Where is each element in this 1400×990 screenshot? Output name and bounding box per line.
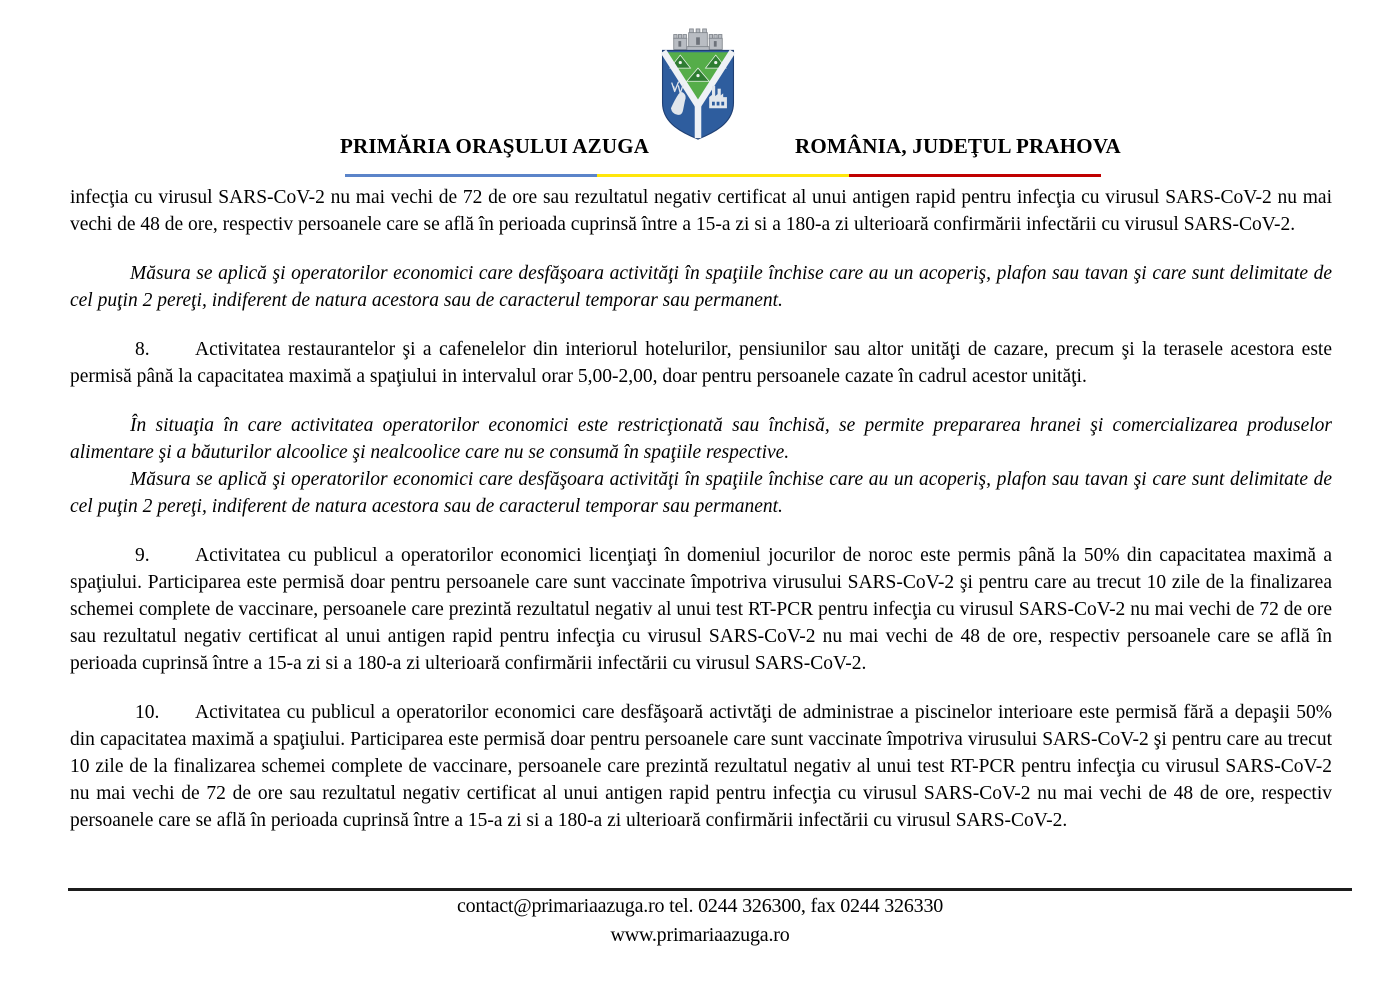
country-county-title: ROMÂNIA, JUDEŢUL PRAHOVA — [795, 134, 1121, 158]
item-number: 9. — [135, 545, 150, 566]
item-text: Activitatea cu publicul a operatorilor economici care desfăşoară activtăţi de administrae a piscinelor interioare este permisă fără a depaşii 50% din capacitatea maximă a spaţiului. Participarea este permisă doar pentru persoanele care sunt vaccinate împotriva virusului SARS-CoV-2 şi pentru care au trecut 10 zile de la finalizarea schemei complete de vaccinare, persoanele care prezintă rezultatul negativ al unui test RT-PCR pentru infecţia cu virusul SARS-CoV-2 nu mai vechi de 72 de ore sau rezultatul negativ certificat al unui antigen rapid pentru infecţia cu virusul SARS-CoV-2 nu mai vechi de 48 de ore, respectiv persoanele care se află în perioada cuprinsă între a 15-a zi si a 180-a zi ulterioară confirmării infectării cu virusul SARS-CoV-2. — [70, 702, 1332, 831]
paragraph-item-10 — [70, 699, 1332, 834]
document-body — [70, 184, 1332, 856]
flag-yellow-segment — [597, 174, 849, 177]
item-text: Activitatea restaurantelor şi a cafenelelor din interiorul hotelurilor, pensiunilor sau altor unităţi de cazare, precum şi la terasele acestora este permisă până la capacitatea maximă a spaţiului in intervalul orar 5,00-2,00, doar pentru persoanele cazate în cadrul acestor unităţi. — [70, 339, 1332, 387]
item-text: Activitatea cu publicul a operatorilor economici licenţiaţi în domeniul jocurilor de noroc este permis până la 50% din capacitatea maximă a spaţiului. Participarea este permisă doar pentru persoanele care sunt vaccinate împotriva virusului SARS-CoV-2 şi pentru care au trecut 10 zile de la finalizarea schemei complete de vaccinare, persoanele care prezintă rezultatul negativ al unui test RT-PCR pentru infecţia cu virusul SARS-CoV-2 nu mai vechi de 72 de ore sau rezultatul negativ certificat al unui antigen rapid pentru infecţia cu virusul SARS-CoV-2 nu mai vechi de 48 de ore, respectiv persoanele care se află în perioada cuprinsă între a 15-a zi si a 180-a zi ulterioară confirmării infectării cu virusul SARS-CoV-2. — [70, 545, 1332, 674]
institution-title: PRIMĂRIA ORAŞULUI AZUGA — [340, 134, 650, 158]
footer-website: www.primariaazuga.ro — [610, 924, 790, 946]
paragraph-continuation: infecţia cu virusul SARS-CoV-2 nu mai vechi de 72 de ore sau rezultatul negativ certificat al unui antigen rapid pentru infecţia cu virusul SARS-CoV-2 nu mai vechi de 48 de ore, respectiv persoanele care se află în perioada cuprinsă între a 15-a zi si a 180-a zi ulterioară confirmării infectării cu virusul SARS-CoV-2. — [70, 187, 1332, 235]
romanian-flag-divider — [345, 174, 1101, 177]
paragraph-item-9 — [70, 542, 1332, 677]
paragraph-situation-note: În situaţia în care activitatea operatorilor economici este restricţionată sau închisă, se permite prepararea hranei şi comercializarea produselor alimentare şi a băuturilor alcoolice şi nealcoolice care nu se consumă în spaţiile respective. — [70, 415, 1332, 463]
coat-of-arms-icon — [656, 26, 740, 142]
item-number: 8. — [135, 339, 150, 360]
paragraph-item-8 — [70, 336, 1332, 390]
flag-blue-segment — [345, 174, 597, 177]
paragraph-measure-note-2: Măsura se aplică şi operatorilor economici care desfăşoara activităţi în spaţiile închise care au un acoperiş, plafon sau tavan şi care sunt delimitate de cel puţin 2 pereţi, indiferent de natura acestora sau de caracterul temporar sau permanent. — [70, 469, 1332, 517]
flag-red-segment — [849, 174, 1101, 177]
footer-contact: contact@primariaazuga.ro tel. 0244 326300, fax 0244 326330 — [456, 895, 944, 917]
footer-divider — [68, 888, 1352, 891]
item-number: 10. — [135, 702, 160, 723]
paragraph-measure-note-1: Măsura se aplică şi operatorilor economici care desfăşoara activităţi în spaţiile închise care au un acoperiş, plafon sau tavan şi care sunt delimitate de cel puţin 2 pereţi, indiferent de natura acestora sau de caracterul temporar sau permanent. — [70, 263, 1332, 311]
